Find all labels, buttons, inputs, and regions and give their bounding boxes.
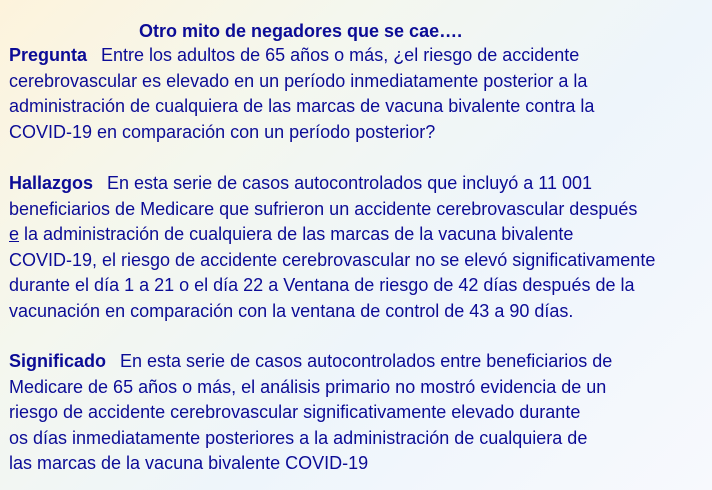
- pregunta-line-2: cerebrovascular es elevado en un período inmediatamente posterior a la: [9, 70, 588, 91]
- hallazgos-text-1: En esta serie de casos autocontrolados que incluyó a 11 001: [107, 173, 593, 193]
- pregunta-line-3: administración de cualquiera de las marcas de vacuna bivalente contra la: [9, 96, 595, 116]
- significado-line-2: Medicare de 65 años o más, el análisis primario no mostró evidencia de un: [9, 376, 607, 397]
- hallazgos-line-3: [9, 222, 712, 248]
- significado-label: Significado: [9, 351, 107, 371]
- hallazgos-label: Hallazgos: [9, 173, 94, 193]
- pregunta-line-1: [9, 43, 712, 69]
- significado-line-3: riesgo de accidente cerebrovascular significativamente elevado durante: [9, 402, 581, 422]
- significado-text-1: En esta serie de casos autocontrolados entre beneficiarios de: [120, 351, 613, 371]
- hallazgos-section: [9, 171, 712, 324]
- significado-line-1: [9, 349, 712, 375]
- hallazgos-line-4: COVID-19, el riesgo de accidente cerebrovascular no se elevó significativamente: [9, 249, 656, 270]
- hallazgos-line-1: [9, 171, 712, 197]
- slide-title: Otro mito de negadores que se cae….: [139, 21, 463, 41]
- pregunta-section: [9, 43, 712, 145]
- significado-line-4: os días inmediatamente posteriores a la administración de cualquiera de: [9, 427, 588, 448]
- hallazgos-line-5: durante el día 1 a 21 o el día 22 a Ventana de riesgo de 42 días después de la: [9, 275, 635, 295]
- significado-section: [9, 349, 712, 477]
- hallazgos-line-2: beneficiarios de Medicare que sufrieron un accidente cerebrovascular después: [9, 198, 638, 219]
- underlined-letter: e: [9, 224, 20, 244]
- pregunta-label: Pregunta: [9, 45, 88, 65]
- hallazgos-text-3: la administración de cualquiera de las marcas de la vacuna bivalente: [24, 224, 574, 244]
- hallazgos-line-6: vacunación en comparación con la ventana de control de 43 a 90 días.: [9, 300, 574, 321]
- pregunta-line-4: COVID-19 en comparación con un período posterior?: [9, 121, 436, 142]
- significado-line-5: las marcas de la vacuna bivalente COVID-19: [9, 453, 369, 473]
- pregunta-text-1: Entre los adultos de 65 años o más, ¿el riesgo de accidente: [101, 45, 580, 65]
